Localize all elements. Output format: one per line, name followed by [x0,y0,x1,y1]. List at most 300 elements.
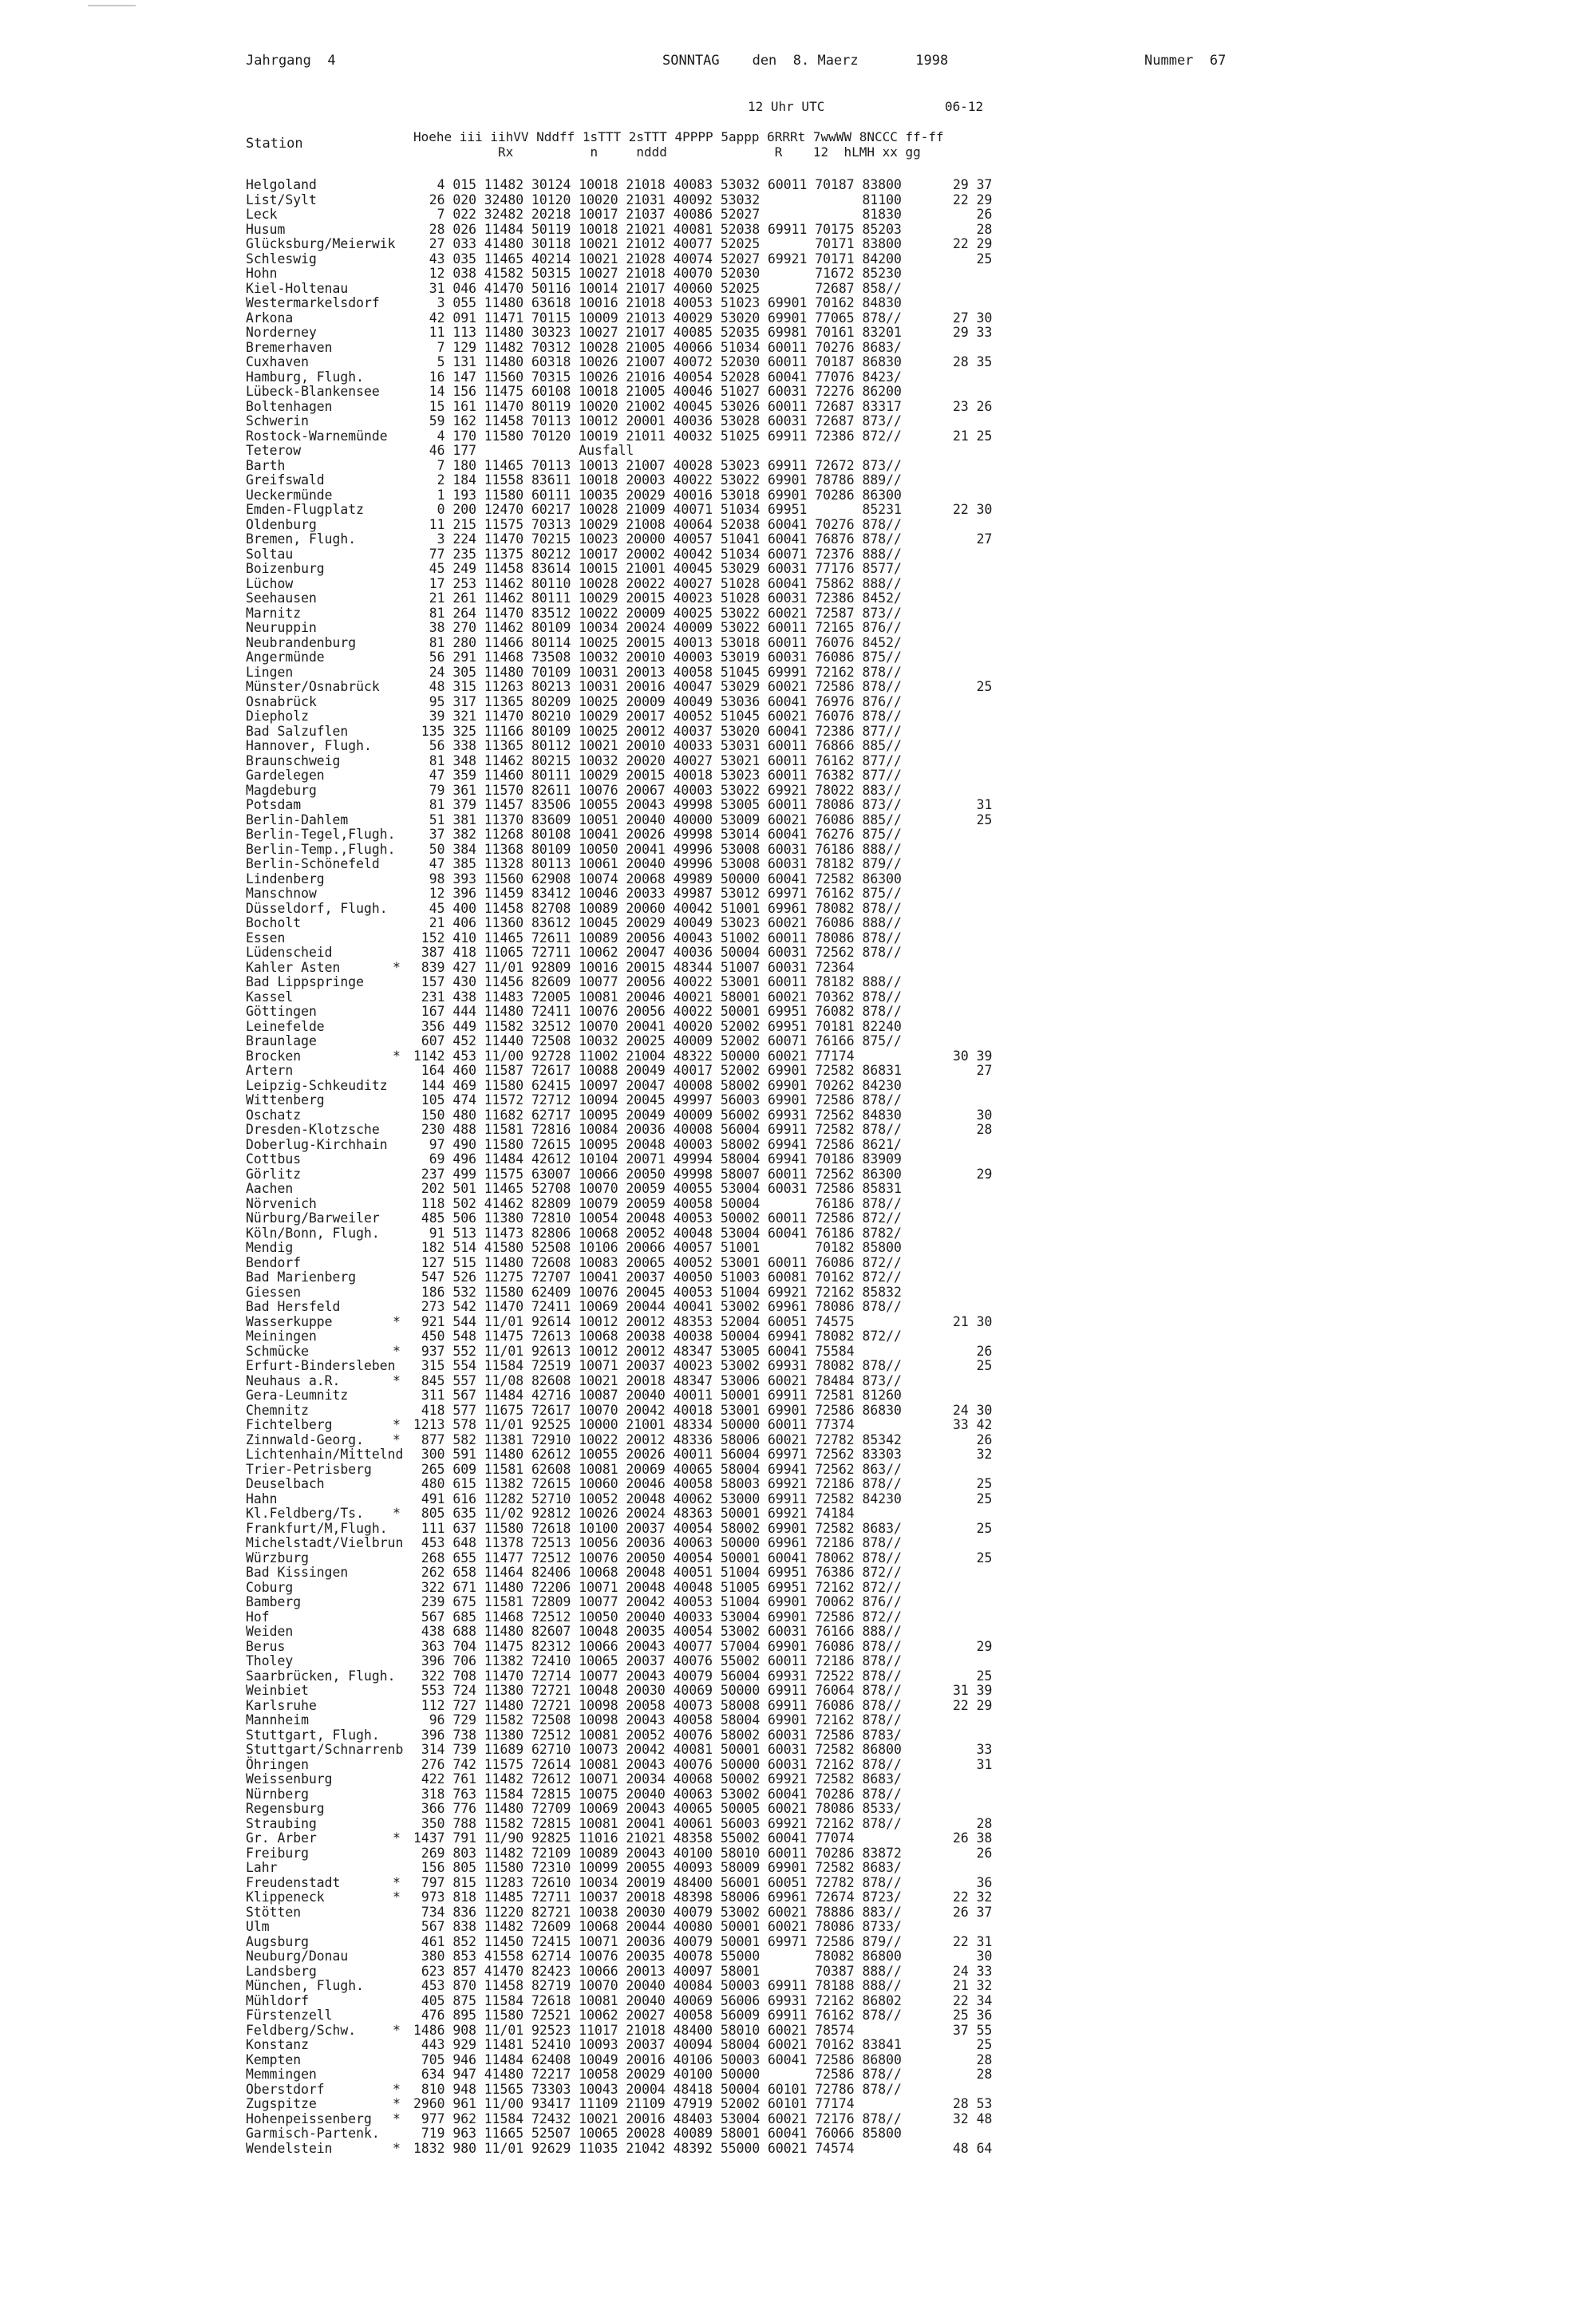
gust-values: 22 29 [953,236,993,251]
synop-values: 5 131 11480 60318 10026 21007 40072 52030 60011 70187 86830 [413,354,902,369]
station-name: Hahn [246,1491,278,1506]
synop-values: 11 215 11575 70313 10029 21008 40064 52038 60041 70276 878// [413,516,902,532]
synop-values: 7 180 11465 70113 10013 21007 40028 53023 69911 72672 873// [413,457,902,473]
synop-values: 95 317 11365 80209 10025 20009 40049 53036 60041 76976 876// [413,693,902,709]
column-header-line-1: Hoehe iii iihVV Nddff 1sTTT 2sTTT 4PPPP 5appp 6RRRt 7wwWW 8NCCC ff-ff [413,129,944,144]
station-row [246,872,1427,887]
synop-values: 27 033 41480 30118 10021 21012 40077 52025 70171 83800 [413,236,902,251]
synop-values: 418 577 11675 72617 10070 20042 40018 53001 69901 72586 86830 [413,1402,902,1418]
station-name: Mendig [246,1240,294,1255]
synop-values: 14 156 11475 60108 10018 21005 40046 51027 60031 72276 86200 [413,384,902,399]
station-name: Bad Lippspringe [246,974,365,989]
station-row [246,798,1427,813]
station-row [246,990,1427,1005]
station-row [246,223,1427,238]
station-row [246,1713,1427,1728]
station-name: Coburg [246,1579,294,1595]
station-row [246,975,1427,990]
station-row [246,946,1427,961]
station-name: Gera-Leumnitz [246,1388,349,1403]
station-name: Wittenberg [246,1092,325,1108]
station-name: Würzburg [246,1550,309,1566]
station-name: Augsburg [246,1933,309,1949]
station-row [246,1979,1427,1994]
station-row [246,636,1427,651]
station-name: Weiden [246,1624,294,1639]
station-row [246,768,1427,784]
station-name: Göttingen [246,1004,317,1019]
station-row [246,1935,1427,1950]
station-row [246,1020,1427,1035]
gust-values: 25 [953,811,993,827]
mountain-station-marker: * [393,1506,401,1521]
station-row [246,2112,1427,2127]
synop-values: 2960 961 11/00 93417 11109 21109 47919 52002 60101 77174 [413,2096,902,2111]
station-row [246,1817,1427,1832]
station-row [246,1581,1427,1596]
synop-values: 11 113 11480 30323 10027 21017 40085 52035 69981 70161 83201 [413,325,902,340]
gust-values: 24 33 [953,1963,993,1979]
synop-values: 239 675 11581 72809 10077 20042 40053 51004 69901 70062 876// [413,1594,902,1609]
gust-values: 27 [953,531,993,547]
synop-values: 485 506 11380 72810 10054 20048 40053 50002 60011 72586 872// [413,1210,902,1226]
station-name: Tholey [246,1653,294,1668]
synop-values: 387 418 11065 72711 10062 20047 40036 50004 60031 72562 878// [413,945,902,960]
station-row [246,1772,1427,1787]
synop-values: 77 235 11375 80212 10017 20002 40042 51034 60071 72376 888// [413,546,902,562]
synop-values: 805 635 11/02 92812 10026 20024 48363 50001 69921 74184 [413,1506,855,1521]
station-row [246,1447,1427,1463]
synop-values: 45 400 11458 82708 10089 20060 40042 51001 69961 78082 878// [413,900,902,916]
synop-values: 405 875 11584 72618 10081 20040 40069 56006 69931 72162 86802 [413,1992,902,2008]
synop-values: 461 852 11450 72415 10071 20036 40079 50001 69971 72586 879// [413,1933,902,1949]
synop-values: 268 655 11477 72512 10076 20050 40054 50001 60041 78062 878// [413,1550,902,1566]
synop-values: 3 055 11480 63618 10016 21018 40053 51023 69901 70162 84830 [413,295,902,310]
station-name: Oldenburg [246,516,317,532]
gust-values: 22 29 [953,1697,993,1713]
gust-values: 28 [953,221,993,237]
station-row [246,532,1427,547]
station-name: Lahr [246,1860,278,1875]
station-name: Hamburg, Flugh. [246,369,365,385]
synop-values: 118 502 41462 82809 10079 20059 40058 50004 76186 878// [413,1195,902,1211]
gust-values: 22 32 [953,1889,993,1905]
station-row [246,1669,1427,1684]
station-row [246,843,1427,858]
gust-values: 21 30 [953,1313,993,1329]
station-row [246,1994,1427,2009]
synop-values: 315 554 11584 72519 10071 20037 40023 53002 69931 78082 878// [413,1358,902,1373]
gust-values: 22 31 [953,1933,993,1949]
synop-values: 380 853 41558 62714 10076 20035 40078 55000 78082 86800 [413,1949,902,1964]
date-label: SONNTAG den 8. Maerz 1998 [662,53,949,69]
gust-values: 30 [953,1949,993,1964]
synop-values: 56 291 11468 73508 10032 20010 40003 53019 60031 76086 875// [413,650,902,665]
station-name: Chemnitz [246,1402,309,1418]
station-name: Boizenburg [246,561,325,576]
gust-values: 24 30 [953,1402,993,1418]
synop-values: 144 469 11580 62415 10097 20047 40008 58002 69901 70262 84230 [413,1077,902,1093]
station-name: Stuttgart, Flugh. [246,1727,380,1743]
gust-values: 22 29 [953,192,993,207]
mountain-station-marker: * [393,1431,401,1447]
station-row [246,1949,1427,1964]
station-row [246,1404,1427,1419]
station-name: Nürnberg [246,1786,309,1802]
station-name: Schleswig [246,251,317,267]
station-row [246,547,1427,563]
station-name: Aachen [246,1181,294,1196]
station-row [246,1625,1427,1640]
synop-values: 69 496 11484 42612 10104 20071 49994 58004 69941 70186 83909 [413,1151,902,1167]
station-name: München, Flugh. [246,1978,365,1993]
station-name: Lichtenhain/Mittelnd [246,1447,404,1462]
gust-values: 31 39 [953,1683,993,1698]
synop-values: 237 499 11575 63007 10066 20050 49998 58007 60011 72562 86300 [413,1166,902,1182]
gust-values: 28 [953,2067,993,2082]
station-row [246,2053,1427,2068]
station-row [246,1566,1427,1581]
mountain-station-marker: * [393,2096,401,2111]
station-row [246,355,1427,370]
synop-values: 7 129 11482 70312 10028 21005 40066 51034 60011 70276 8683/ [413,339,902,355]
station-row [246,1418,1427,1433]
station-name: Kahler Asten [246,959,341,975]
station-name: Regensburg [246,1801,325,1816]
synop-values: 453 648 11378 72513 10056 20036 40063 50000 69961 72186 878// [413,1535,902,1550]
station-row [246,1920,1427,1935]
station-name: Berlin-Schönefeld [246,856,380,871]
synop-values: 491 616 11282 52710 10052 20048 40062 53000 69911 72582 84230 [413,1491,902,1506]
synop-values: 112 727 11480 72721 10098 20058 40073 58008 69911 76086 878// [413,1697,902,1713]
station-row [246,577,1427,592]
station-name: Weinbiet [246,1683,309,1698]
synop-values: 56 338 11365 80112 10021 20010 40033 53031 60011 76866 885// [413,738,902,753]
synop-values: 1486 908 11/01 92523 11017 21018 48400 58010 60021 78574 [413,2022,902,2038]
station-name: Osnabrück [246,693,317,709]
station-column-header: Station [246,136,303,152]
synop-values: 81 379 11457 83506 10055 20043 49998 53005 60011 78086 873// [413,797,902,812]
station-row [246,385,1427,400]
station-name: Arkona [246,310,294,326]
station-name: Bad Salzuflen [246,723,349,739]
station-row [246,1477,1427,1492]
station-row [246,2097,1427,2112]
station-row [246,178,1427,193]
station-row [246,1595,1427,1610]
station-name: Magdeburg [246,782,317,798]
station-name: Klippeneck [246,1889,325,1905]
station-name: Feldberg/Schw. [246,2022,357,2038]
gust-values: 33 [953,1742,993,1757]
station-row [246,1802,1427,1817]
station-name: Teterow [246,443,302,458]
synop-values: 634 947 41480 72217 10058 20029 40100 50000 72586 878// [413,2067,902,2082]
station-row [246,562,1427,577]
synop-values: 15 161 11470 80119 10020 21002 40045 53026 60011 72687 83317 [413,398,902,414]
synop-values: 973 818 11485 72711 10037 20018 48398 58006 69961 72674 8723/ [413,1889,902,1905]
gust-values: 26 [953,1845,993,1861]
station-name: Zinnwald-Georg. [246,1431,365,1447]
synop-values: 1142 453 11/00 92728 11002 21004 48322 50000 60021 77174 [413,1048,902,1064]
synop-values: 480 615 11382 72615 10060 20046 40058 58003 69921 72186 878// [413,1476,902,1491]
station-row [246,1256,1427,1271]
synop-values: 28 026 11484 50119 10018 21021 40081 52038 69911 70175 85203 [413,221,902,237]
station-row [246,916,1427,931]
gust-values: 37 55 [953,2022,993,2038]
station-row [246,1728,1427,1743]
station-name: Cuxhaven [246,354,309,369]
station-name: Dresden-Klotzsche [246,1122,380,1137]
station-row [246,665,1427,681]
synop-values: 157 430 11456 82609 10077 20056 40022 53001 60011 78182 888// [413,974,902,989]
synop-values: 4 015 11482 30124 10018 21018 40083 53032 60011 70187 83800 [413,177,902,192]
synop-values: 356 449 11582 32512 10070 20041 40020 52002 69951 70181 82240 [413,1018,902,1034]
station-name: Lingen [246,664,294,680]
station-row [246,1492,1427,1507]
mountain-station-marker: * [393,2140,401,2156]
station-row [246,827,1427,843]
station-row [246,1463,1427,1478]
synop-values: 553 724 11380 72721 10048 20030 40069 50000 69911 76064 878// [413,1683,902,1698]
station-row [246,1167,1427,1183]
station-row [246,1138,1427,1153]
station-row [246,370,1427,385]
station-row [246,725,1427,740]
synop-values: 1213 578 11/01 92525 10000 21001 48334 50000 60011 77374 [413,1417,902,1432]
station-name: Bremen, Flugh. [246,531,357,547]
station-name: Braunlage [246,1033,317,1048]
station-row [246,1610,1427,1625]
synop-values: 81 264 11470 83512 10022 20009 40025 53022 60021 72587 873// [413,605,902,621]
station-name: Lindenberg [246,871,325,886]
synop-values: 453 870 11458 82719 10070 20040 40084 50003 69911 78188 888// [413,1978,902,1993]
station-name: Schwerin [246,413,309,428]
station-name: Kl.Feldberg/Ts. [246,1506,365,1521]
gust-values: 27 30 [953,310,993,326]
station-row [246,1079,1427,1094]
station-table [246,178,1427,2156]
station-row [246,606,1427,622]
mountain-station-marker: * [393,1889,401,1905]
synop-values: 24 305 11480 70109 10031 20013 40058 51045 69991 72162 878// [413,664,902,680]
station-name: Straubing [246,1815,317,1831]
station-row [246,1226,1427,1242]
synop-values: 105 474 11572 72712 10094 20045 49997 56003 69901 72586 878// [413,1092,902,1108]
station-name: Lüchow [246,575,294,591]
gust-values: 28 35 [953,354,993,369]
mountain-station-marker: * [393,1372,401,1388]
station-name: Diepholz [246,709,309,724]
station-row [246,1506,1427,1522]
station-name: Bad Hersfeld [246,1299,341,1314]
synop-values: 16 147 11560 70315 10026 21016 40054 52028 60041 77076 8423/ [413,369,902,385]
gust-values: 26 37 [953,1904,993,1920]
station-name: Freiburg [246,1845,309,1861]
synop-values: 167 444 11480 72411 10076 20056 40022 50001 69951 76082 878// [413,1004,902,1019]
synop-values: 96 729 11582 72508 10098 20043 40058 58004 69901 72162 878// [413,1712,902,1727]
synop-values: 273 542 11470 72411 10069 20044 40041 53002 69961 78086 878// [413,1299,902,1314]
station-name: Ulm [246,1919,270,1934]
station-row [246,1329,1427,1344]
station-name: Oberstdorf [246,2081,325,2097]
station-name: Doberlug-Kirchhain [246,1136,388,1152]
station-name: Saarbrücken, Flugh. [246,1668,396,1684]
gust-values: 28 [953,1122,993,1137]
synop-values: 152 410 11465 72611 10089 20056 40043 51002 60011 78086 878// [413,930,902,946]
station-name: Husum [246,221,286,237]
gust-values: 25 [953,2037,993,2052]
mountain-station-marker: * [393,1830,401,1846]
station-row [246,518,1427,533]
synop-values: 318 763 11584 72815 10075 20040 40063 53002 60041 70286 878// [413,1786,902,1802]
station-name: Öhringen [246,1756,309,1772]
station-name: Artern [246,1063,294,1078]
gust-values: 25 [953,1550,993,1566]
synop-values: 810 948 11565 73303 10043 20004 48418 50004 60101 72786 878// [413,2081,902,2097]
station-row [246,1049,1427,1064]
mountain-station-marker: * [393,1343,401,1359]
synop-values: 150 480 11682 62717 10095 20049 40009 56002 69931 72562 84830 [413,1107,902,1123]
station-name: Weissenburg [246,1771,333,1787]
station-row [246,1285,1427,1301]
synop-values: 1 193 11580 60111 10035 20029 40016 53018 69901 70286 86300 [413,487,902,503]
gust-values: 25 [953,679,993,694]
mountain-station-marker: * [393,1313,401,1329]
synop-values: 81 348 11462 80215 10032 20020 40027 53021 60011 76162 877// [413,752,902,768]
station-row [246,1905,1427,1921]
station-name: Norderney [246,325,317,340]
station-name: Zugspitze [246,2096,317,2111]
station-name: Berus [246,1638,286,1654]
station-name: Ueckermünde [246,487,333,503]
station-row [246,813,1427,828]
synop-values: 21 406 11360 83612 10045 20029 40049 53023 60021 76086 888// [413,915,902,930]
gust-values: 22 30 [953,502,993,517]
station-name: Neubrandenburg [246,634,357,650]
synop-values: 396 738 11380 72512 10081 20052 40076 58002 60031 72586 8783/ [413,1727,902,1743]
station-row [246,1846,1427,1862]
station-name: Bocholt [246,915,302,930]
station-name: Marnitz [246,605,302,621]
station-name: Erfurt-Bindersleben [246,1358,396,1373]
synop-values: 366 776 11480 72709 10069 20043 40065 50005 60021 78086 8533/ [413,1801,902,1816]
gust-values: 28 [953,2051,993,2067]
station-row [246,311,1427,326]
station-row [246,857,1427,872]
gust-values: 23 26 [953,398,993,414]
observation-period: 06-12 [945,99,984,114]
gust-values: 29 [953,1638,993,1654]
station-name: Hof [246,1609,270,1625]
mountain-station-marker: * [393,1874,401,1890]
synop-values: 98 393 11560 62908 10074 20068 49989 50000 60041 72582 86300 [413,871,902,886]
station-row [246,1182,1427,1197]
station-name: Konstanz [246,2037,309,2052]
station-row [246,1093,1427,1108]
station-name: Hohn [246,266,278,281]
station-name: Boltenhagen [246,398,333,414]
synop-values: 59 162 11458 70113 10012 20001 40036 53028 60031 72687 873// [413,413,902,428]
station-row [246,296,1427,311]
synop-values: 734 836 11220 82721 10038 20030 40079 53002 60021 78886 883// [413,1904,902,1920]
station-row [246,1374,1427,1389]
synop-values: 50 384 11368 80109 10050 20041 49996 53008 60031 76186 888// [413,841,902,857]
station-name: Essen [246,930,286,946]
gust-values: 31 [953,797,993,812]
station-row [246,754,1427,769]
gust-values: 27 [953,1063,993,1078]
station-name: Greifswald [246,472,325,488]
synop-values: 17 253 11462 80110 10028 20022 40027 51028 60041 75862 888// [413,575,902,591]
station-name: Gr. Arber [246,1830,317,1846]
synop-values: 623 857 41470 82423 10066 20013 40097 58001 70387 888// [413,1963,902,1979]
scan-mark [88,5,136,6]
station-row [246,341,1427,356]
synop-values: 607 452 11440 72508 10032 20025 40009 52002 60071 76166 875// [413,1033,902,1048]
station-name: Kiel-Holtenau [246,280,349,296]
synop-values: 38 270 11462 80109 10034 20024 40009 53022 60011 72165 876// [413,620,902,635]
station-name: Landsberg [246,1963,317,1979]
station-row [246,695,1427,710]
station-name: Neuhaus a.R. [246,1372,341,1388]
gust-values: 36 [953,1874,993,1890]
synop-values: 97 490 11580 72615 10095 20048 40003 58002 69941 72586 8621/ [413,1136,902,1152]
station-row [246,1108,1427,1123]
synop-values: 7 022 32482 20218 10017 21037 40086 52027 81830 [413,207,902,222]
station-name: Köln/Bonn, Flugh. [246,1225,380,1241]
volume-label: Jahrgang 4 [246,53,336,69]
synop-values: 262 658 11464 82406 10068 20048 40051 51004 69951 76386 872// [413,1565,902,1580]
station-row [246,193,1427,208]
synop-values: 79 361 11570 82611 10076 20067 40003 53022 69921 78022 883// [413,782,902,798]
station-name: Emden-Flugplatz [246,502,365,517]
station-name: Stuttgart/Schnarrenb [246,1742,404,1757]
station-name: Münster/Osnabrück [246,679,380,694]
station-name: Bremerhaven [246,339,333,355]
station-row [246,1640,1427,1655]
station-row [246,1536,1427,1551]
station-name: Leipzig-Schkeuditz [246,1077,388,1093]
mountain-station-marker: * [393,2081,401,2097]
station-row [246,459,1427,474]
synop-values: 2 184 11558 83611 10018 20003 40022 53022 69901 78786 889// [413,472,902,488]
station-row [246,2038,1427,2053]
mountain-station-marker: * [393,1417,401,1432]
station-name: Oschatz [246,1107,302,1123]
station-name: Kassel [246,989,294,1005]
station-row [246,1831,1427,1846]
synop-values: 26 020 32480 10120 10020 21031 40092 53032 81100 [413,192,902,207]
synop-values: 45 249 11458 83614 10015 21001 40045 53029 60031 77176 8577/ [413,561,902,576]
gust-values: 25 [953,1520,993,1536]
station-name: Cottbus [246,1151,302,1167]
synop-values: 567 685 11468 72512 10050 20040 40033 53004 69901 72586 872// [413,1609,902,1625]
gust-values: 29 [953,1166,993,1182]
station-row [246,1064,1427,1079]
station-row [246,400,1427,415]
station-name: Fichtelberg [246,1417,333,1432]
station-row [246,503,1427,518]
station-name: Leck [246,207,278,222]
station-name: Hohenpeissenberg [246,2110,372,2126]
mountain-station-marker: * [393,2110,401,2126]
station-name: Düsseldorf, Flugh. [246,900,388,916]
station-row [246,473,1427,488]
mountain-station-marker: * [393,2022,401,2038]
station-name: Bendorf [246,1254,302,1270]
synop-values: 51 381 11370 83609 10051 20040 40000 53009 60021 76086 885// [413,811,902,827]
